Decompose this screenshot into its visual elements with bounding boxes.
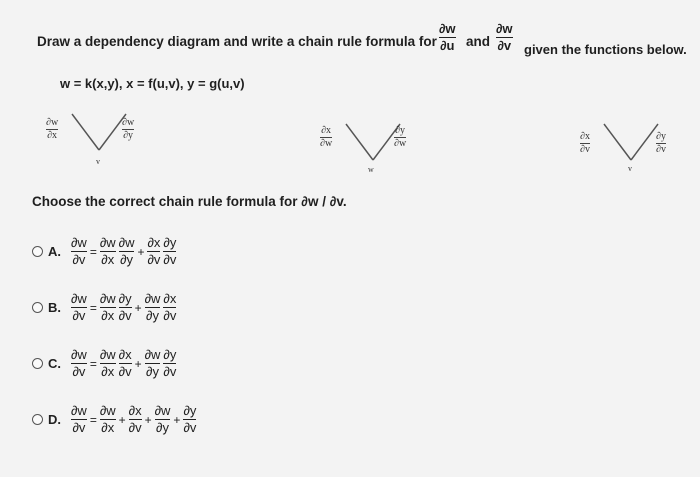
diagram-node: v [628, 164, 632, 173]
frac-num: ∂w [439, 21, 456, 36]
frac-num: ∂w [496, 21, 513, 36]
diagram-label-left: ∂x ∂w [320, 125, 333, 149]
diagram-label-right: ∂y ∂v [656, 131, 666, 155]
diagram-node: w [368, 165, 374, 174]
diagram-label-right: ∂w ∂y [122, 117, 135, 141]
question-tail: given the functions below. [524, 42, 687, 57]
question-and: and [466, 34, 491, 49]
option-letter: B. [48, 300, 61, 315]
diagram-node: v [96, 157, 100, 166]
diagram-label-left: ∂x ∂v [580, 131, 590, 155]
frac-den: ∂u [440, 38, 455, 53]
dependency-diagram-1[interactable] [46, 110, 156, 170]
formula: ∂w ∂v = ∂w ∂x + ∂x ∂v + ∂w ∂y + ∂y ∂v [71, 403, 197, 435]
option-b[interactable] [32, 292, 176, 323]
option-letter: A. [48, 244, 61, 259]
given-functions: w = k(x,y), x = f(u,v), y = g(u,v) [60, 76, 245, 91]
formula: ∂w ∂v = ∂w ∂x ∂w ∂y + ∂x ∂v ∂y ∂v [71, 235, 177, 267]
option-a[interactable] [32, 236, 176, 267]
frac-den: ∂v [497, 38, 512, 53]
formula: ∂w ∂v = ∂w ∂x ∂x ∂v + ∂w ∂y ∂y ∂v [71, 347, 177, 379]
diagram-label-right: ∂y ∂w [394, 125, 407, 149]
option-letter: C. [48, 356, 61, 371]
option-d[interactable] [32, 404, 196, 435]
radio-button-d[interactable] [32, 414, 43, 425]
dependency-diagram-2[interactable] [320, 120, 430, 180]
option-letter: D. [48, 412, 61, 427]
radio-button-c[interactable] [32, 358, 43, 369]
question-frac-dw-dv [496, 22, 513, 53]
choose-prompt: Choose the correct chain rule formula for ∂w / ∂v. [32, 194, 347, 209]
question-text: Draw a dependency diagram and write a chain rule formula for [37, 34, 437, 49]
diagram-label-left: ∂w ∂x [46, 117, 59, 141]
radio-button-a[interactable] [32, 246, 43, 257]
radio-button-b[interactable] [32, 302, 43, 313]
question-frac-dw-du [439, 22, 456, 53]
option-c[interactable] [32, 348, 176, 379]
dependency-diagram-3[interactable] [580, 120, 690, 180]
formula: ∂w ∂v = ∂w ∂x ∂y ∂v + ∂w ∂y ∂x ∂v [71, 291, 177, 323]
